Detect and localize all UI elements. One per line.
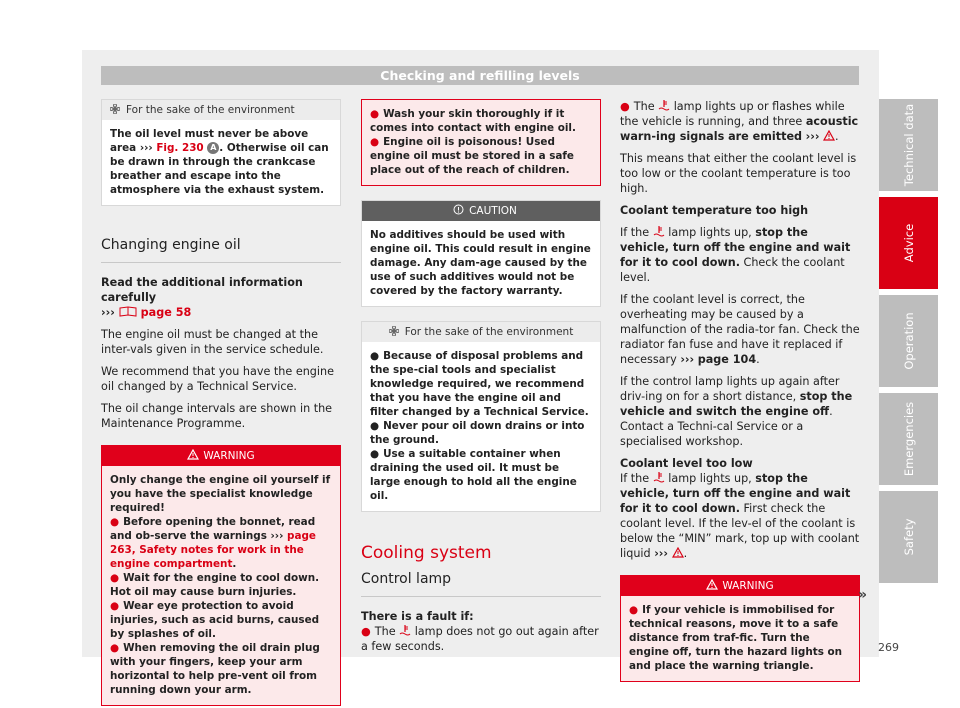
list-item: ● Because of disposal problems and the spe-cial tools and specialist knowledge required, we recommend that you have the engine oil and filter changed by a Technical Service. <box>370 350 589 418</box>
column-1 <box>101 99 341 706</box>
section-heading: Changing engine oil <box>101 236 341 263</box>
warning-box-header: WARNING <box>621 576 859 596</box>
coolant-lamp-icon <box>653 225 665 237</box>
environment-box <box>101 99 341 206</box>
tab-operation[interactable]: Operation <box>879 295 938 387</box>
page-number: 269 <box>878 641 899 654</box>
paragraph: We recommend that you have the engine oil changed by a Technical Service. <box>101 365 334 393</box>
figure-callout-badge: A <box>207 142 219 154</box>
paragraph: This means that either the coolant level is too low or the coolant temperature is too high. <box>620 152 857 195</box>
list-item: ● Wear eye protection to avoid injuries, such as acid burns, caused by splashes of oil. <box>110 600 320 640</box>
list-item: ● If your vehicle is immobilised for technical reasons, move it to a safe distance from traf-fic. Turn the engine off, turn the hazard lights on and place the warning triangle. <box>629 604 843 672</box>
caution-box <box>361 200 601 307</box>
tab-safety[interactable]: Safety <box>879 491 938 583</box>
page-link[interactable]: page 104 <box>697 353 757 366</box>
list-item: ● Before opening the bonnet, read and ob-serve the warnings ››› page 263, Safety notes for work in the engine compartment. <box>110 516 316 570</box>
coolant-lamp-icon <box>653 471 665 483</box>
flower-environment-icon <box>389 326 399 336</box>
list-item: ● Engine oil is poisonous! Used engine oil must be stored in a safe place out of the reach of children. <box>370 136 574 176</box>
warning-box-header: WARNING <box>102 446 340 466</box>
environment-box-header: For the sake of the environment <box>102 100 340 120</box>
subheading: Coolant temperature too high <box>620 204 809 217</box>
warning-triangle-icon <box>823 130 835 141</box>
caution-box-header: CAUTION <box>362 201 600 221</box>
caution-box-body: No additives should be used with engine oil. This could result in engine damage. Any dam-age caused by the use of such additives would not be covered by the factory warranty. <box>370 229 591 297</box>
paragraph: The oil change intervals are shown in the Maintenance Programme. <box>101 402 333 430</box>
environment-box <box>361 321 601 512</box>
book-icon <box>119 306 137 317</box>
list-item: ● When removing the oil drain plug with your fingers, keep your arm horizontal to help pre-vent oil from running down your arm. <box>110 642 320 696</box>
paragraph: If the lamp lights up, stop the vehicle, turn off the engine and wait for it to cool down. First check the coolant level. If the lev-el of the coolant is below the “MIN” mark, top up with coolant liquid ››› . <box>620 472 860 560</box>
flower-environment-icon <box>110 104 120 114</box>
column-2 <box>361 99 601 654</box>
paragraph: If the control lamp lights up again after driv-ing on for a short distance, stop the vehicle and switch the engine off. Contact a Techni-cal Service or a specialised workshop. <box>620 375 853 448</box>
tab-technical-data[interactable]: Technical data <box>879 99 938 191</box>
read-more-note: Read the additional information carefully ››› page 58 <box>101 276 303 319</box>
column-3 <box>620 99 860 682</box>
list-item: ● Wash your skin thoroughly if it comes into contact with engine oil. <box>370 108 576 134</box>
list-item: ● The lamp lights up or flashes while the vehicle is running, and three acoustic warn-ing signals are emitted ››› . <box>620 100 859 143</box>
environment-box-body: The oil level must never be above area ››› Fig. 230 A . Otherwise oil can be drawn in through the crankcase breather and escape into the atmosphere via the exhaust system. <box>110 128 329 196</box>
page-link[interactable]: page 58 <box>140 306 192 319</box>
environment-box-body <box>362 342 600 511</box>
warning-box-body <box>621 596 859 681</box>
page-link[interactable]: page 263, Safety notes for work in the engine compartment <box>110 530 316 570</box>
environment-box-header: For the sake of the environment <box>362 322 600 342</box>
tab-advice[interactable]: Advice <box>879 197 938 289</box>
coolant-lamp-icon <box>658 99 670 111</box>
warning-box-body: Only change the engine oil yourself if you have the specialist knowledge required! ● Before opening the bonnet, read and ob-serve the warnings ››› page 263, Safety notes for work in the engine compartment. ● Wait for the engine to cool down. Hot oil may cause burn injuries. ● Wear eye protection to avoid injuries, such as acid burns, caused by splashes of oil. ● When removing the oil drain plug with your fingers, keep your arm horizontal to help pre-vent oil from running down your arm. <box>102 466 340 705</box>
list-item: ● Never pour oil down drains or into the ground. <box>370 420 585 446</box>
warning-triangle-icon <box>672 547 684 558</box>
paragraph: If the coolant level is correct, the overheating may be caused by a malfunction of the radia-tor fan. Check the radiator fan fuse and have it replaced if necessary ››› page 104. <box>620 293 860 366</box>
warning-box-body <box>362 100 600 185</box>
page-header: Checking and refilling levels <box>101 66 859 85</box>
warning-triangle-icon <box>706 579 718 590</box>
chapter-title: Cooling system <box>361 543 492 563</box>
coolant-lamp-icon <box>399 624 411 636</box>
paragraph: If the lamp lights up, stop the vehicle, turn off the engine and wait for it to cool down. Check the coolant level. <box>620 226 851 284</box>
section-heading: Control lamp <box>361 570 601 597</box>
list-item: ● The lamp does not go out again after a few seconds. <box>361 625 599 653</box>
subheading: Coolant level too low <box>620 457 753 470</box>
fault-title: There is a fault if: <box>361 610 474 623</box>
warning-box-continued <box>361 99 601 186</box>
tab-emergencies[interactable]: Emergencies <box>879 393 938 485</box>
figure-link[interactable]: Fig. 230 <box>156 142 204 154</box>
warning-box <box>101 445 341 706</box>
list-item: ● Use a suitable container when draining the used oil. It must be large enough to hold all the engine oil. <box>370 448 577 502</box>
warning-box <box>620 575 860 682</box>
continue-marker: » <box>858 587 868 603</box>
paragraph: The engine oil must be changed at the inter-vals given in the service schedule. <box>101 328 324 356</box>
warning-triangle-icon <box>187 449 199 460</box>
info-circle-icon <box>453 204 464 215</box>
list-item: ● Wait for the engine to cool down. Hot oil may cause burn injuries. <box>110 572 320 598</box>
